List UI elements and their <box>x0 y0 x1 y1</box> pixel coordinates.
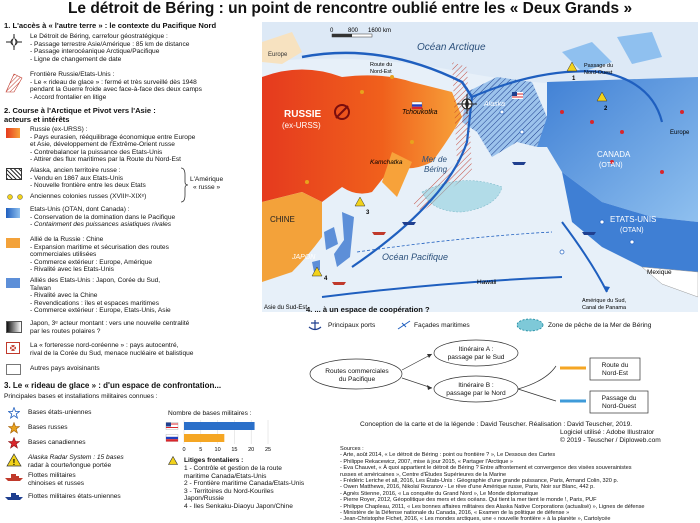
map-label-route-ne-2: Nord-Est <box>370 69 392 75</box>
china-swatch <box>6 238 20 248</box>
alaska-hatch-swatch <box>6 168 22 180</box>
legend2-brace-label: L'Amérique « russe » <box>190 176 224 191</box>
us-base-icon <box>8 407 20 419</box>
map-label-china: CHINE <box>270 215 295 224</box>
litige-num-1: 1 <box>572 76 576 82</box>
legend3-ca-bases: Bases canadiennes <box>28 439 86 446</box>
map-label-russia2: (ex-URSS) <box>282 121 321 130</box>
fleet-us-icon <box>4 491 24 501</box>
map-label-europe-right: Europe <box>670 130 690 136</box>
usa-swatch <box>6 208 20 218</box>
legend3-us-bases: Bases états-uniennes <box>28 409 92 416</box>
litige-num-2: 2 <box>604 106 608 112</box>
map-label-bering-1: Mer de <box>422 155 447 164</box>
map-label-japan: JAPON <box>292 254 316 261</box>
scale-800: 800 <box>348 28 359 34</box>
legend4-facades: Façades maritimes <box>414 322 470 329</box>
legend4-ports: Principaux ports <box>328 322 376 329</box>
map-label-passage-no-2: Nord-Ouest <box>584 70 613 76</box>
legend3-heading: 3. Le « rideau de glace » : d'un espace de confrontation... <box>4 381 222 390</box>
colonies-dots-icon <box>6 193 28 201</box>
allies-swatch <box>6 278 20 288</box>
legend3-fleet-us: Flottes militaires états-uniennes <box>28 493 121 500</box>
border-hatch-icon <box>4 72 24 94</box>
peche-zone-icon <box>516 318 544 332</box>
legend1-heading: 1. L'accès à « l'autre terre » : le contexte du Pacifique Nord <box>4 21 217 30</box>
passage-nord-ouest: Passage du Nord-Ouest <box>601 395 637 410</box>
legend2-alaska-text: Alaska, ancien territoire russe : - Vendu en 1867 aux Etats-Unis - Nouvelle frontière entre les deux Etats <box>30 167 146 190</box>
strait-symbol-icon <box>6 34 22 50</box>
legend2-usa-text: Etats-Unis (OTAN, dont Canada) : - Conservation de la domination dans le Pacifique - Containment des puissances asiatiques rivales <box>30 206 176 229</box>
legend3-sub: Principales bases et installations militaires connues : <box>4 393 158 400</box>
legend1-border-text: Frontière Russie/Etats-Unis : - Le « rideau de glace » : fermé et très surveillé dès 1948 pendant la Guerre froide avec face-à-face des deux camps - Accord frontalier en litige <box>30 71 202 101</box>
map-label-route-ne-1: Route du <box>370 62 393 68</box>
litige-num-3: 3 <box>366 210 370 216</box>
map-label-alaska: Alaska <box>484 101 506 108</box>
map-label-canada: CANADA <box>597 150 631 159</box>
itinerary-a: Itinéraire A : passage par le Sud <box>447 346 505 361</box>
legend2-others-text: Autres pays avoisinants <box>30 365 100 372</box>
scale-0: 0 <box>330 28 334 34</box>
bar-etats-unis <box>184 422 255 430</box>
map-label-arctic: Océan Arctique <box>417 42 486 53</box>
bar-chart <box>164 418 276 454</box>
map-label-russia: RUSSIE <box>284 109 322 120</box>
itinerary-b: Itinéraire B : passage par le Nord <box>446 382 506 397</box>
sources: Sources : - Arte, août 2014, « Le détroit de Béring : point ou frontière ? », Le Dessous des Cartes - Philippe Rekacewicz, 2007, mise à jour 2015, « Partager l'Arctique » - Eva Chauvet, « À quoi appartient le détroit de Béring ? Entre affrontement et convergence des visées souverainistes russes et américaines », Centre d'Études Supérieures de la Marine - Frédéric Leriche et all, 2016, Les États-Unis : Géographie d'une grande puissance, Paris, Armand Colin, 320 p. - Owen Matthews, 2016, Nikolaï Rezanov - Le rêve d'une Amérique russe, Paris, Noir sur Blanc, 442 p. - Agnès Stienne, 2016, « La conquête du Grand Nord », Le Monde diplomatique - Pierre Royer, 2012, Géopolitique des mers et des océans. Qui tient la mer tient le monde !, Paris, PUF - Philippe Chapleau, 2011, « Les bonnes affaires militaires des Alaska Native Corporations (actualisé) », Lignes de défense - Ministère de la Défense nationale du Canada, 2016, « Examen de la politique de défense » - Jean-Christophe Fichet, 2016, « Les mondes arctiques, une « nouvelle frontière » à la planète », Cartolycée <box>340 446 645 523</box>
others-swatch <box>6 364 21 375</box>
map-label-usa: ETATS-UNIS <box>610 215 657 224</box>
bar-tick-label: 20 <box>248 447 255 453</box>
map-label-europe: Europe <box>268 52 288 58</box>
bar-tick-label: 15 <box>231 447 238 453</box>
map-label-canada2: (OTAN) <box>599 162 623 169</box>
bar-tick-label: 25 <box>264 447 272 453</box>
litiges-list: 1 - Contrôle et gestion de la route maritime Canada/Etats-Unis 2 - Frontière maritime Canada/Etats-Unis 3 - Territoires du Nord-Kouriles Japon/Russie 4 - Iles Senkaku-Diaoyu Japon/Chine <box>184 465 305 510</box>
legend2-korea-text: La « forteresse nord-coréenne » : pays autocentré, rival de la Corée du Sud, menace nucléaire et balistique <box>30 342 194 357</box>
ca-base-icon <box>8 437 20 449</box>
route-nord-est: Route du Nord-Est <box>601 362 629 377</box>
legend3-radar: Alaska Radar System : 15 bases radar à courte/longue portée <box>28 454 124 469</box>
bar-tick-label: 5 <box>199 447 203 453</box>
legend1-strait-text: Le Détroit de Béring, carrefour géostratégique : - Passage terrestre Asie/Amérique : 85 km de distance - Passage interocéanique Arctique/Pacifique - Ligne de changement de date <box>30 33 190 63</box>
litige-num-4: 4 <box>324 276 328 282</box>
legend3-fleet-cn: Flottes militaires chinoises et russes <box>28 472 85 487</box>
credits-line1: Conception de la carte et de la légende : David Teuscher. Réalisation : David Teuscher, 2019. <box>360 421 633 428</box>
map-label-pacific: Océan Pacifique <box>382 252 449 262</box>
brace-icon <box>180 167 188 203</box>
russia-swatch <box>6 128 20 138</box>
legend2-colonies-text: Anciennes colonies russes (XVIIIᵉ-XIXᵉ) <box>30 193 147 200</box>
bar-tick-label: 10 <box>214 447 221 453</box>
port-icon <box>306 319 324 331</box>
legend4-heading: 4. ... à un espace de coopération ? <box>306 305 430 314</box>
facade-icon <box>396 319 412 331</box>
routes-label: Routes commerciales du Pacifique <box>325 368 389 383</box>
legend2-russia-text: Russie (ex-URSS) : - Pays eurasien, rééquilibrage économique entre Europe et Asie, développement de l'Extrême-Orient russe - Contrebalancer la puissance des Etats-Unis - Attirer des flux maritimes par la Route du Nord-Est <box>30 126 196 164</box>
map-label-amsud-1: Amérique du Sud, <box>582 298 627 304</box>
fleet-cn-ru-icon <box>4 472 24 482</box>
scale-1600: 1600 km <box>368 28 392 34</box>
map-label-amsud-2: Canal de Panama <box>582 305 627 311</box>
litiges-icon <box>168 456 178 465</box>
legend4-peche: Zone de pêche de la Mer de Béring <box>548 322 652 329</box>
japan-gradient-swatch <box>6 321 22 333</box>
bar-chart-title: Nombre de bases militaires : <box>168 410 252 417</box>
svg-text:!: ! <box>12 458 16 467</box>
legend2-heading: 2. Course à l'Arctique et Pivot vers l'Asie : acteurs et intérêts <box>4 106 156 124</box>
legend2-china-text: Allié de la Russie : Chine - Expansion maritime et sécurisation des routes commerciales utilisées - Commerce extérieur : Europe, Amérique - Rivalité avec les Etats-Unis <box>30 236 169 274</box>
legend2-allies-text: Alliés des Etats-Unis : Japon, Corée du Sud, Taïwan - Rivalité avec la Chine - Revendications : îles et espaces maritimes - Commerce extérieur : Europe, Etats-Unis, Asie <box>30 277 171 315</box>
legend2-japan-text: Japon, 3ᵉ acteur montant : vers une nouvelle centralité par les routes polaires ? <box>30 320 190 335</box>
map-label-kamchatka: Kamchatka <box>370 159 403 166</box>
map-label-hawaii: Hawaii <box>477 279 497 286</box>
map-label-usa2: (OTAN) <box>620 227 644 234</box>
map-label-bering-2: Béring <box>424 165 448 174</box>
map-label-mexique: Mexique <box>647 269 672 276</box>
bar-russie <box>184 434 224 442</box>
map-label-passage-no-1: Passage du <box>584 63 614 69</box>
map-label-tchoukotka: Tchoukotka <box>402 109 438 116</box>
us-flag-icon <box>166 423 178 430</box>
legend3-ru-bases: Bases russes <box>28 424 68 431</box>
ru-flag-icon <box>166 435 178 442</box>
radar-icon <box>6 453 22 467</box>
map-label-asia-sud: Asie du Sud-Est <box>264 305 308 311</box>
ru-base-icon <box>8 422 20 434</box>
map <box>262 22 698 312</box>
korea-fortress-icon <box>6 342 20 354</box>
page-title: Le détroit de Béring : un point de rencontre oublié entre les « Deux Grands » <box>67 0 633 17</box>
litiges-title: Litiges frontaliers : <box>184 457 244 464</box>
bar-tick-label: 0 <box>182 447 186 453</box>
credits-line3: © 2019 - Teuscher / Diploweb.com <box>560 437 661 444</box>
credits-line2: Logiciel utilisé : Adobe Illustrator <box>560 429 655 436</box>
